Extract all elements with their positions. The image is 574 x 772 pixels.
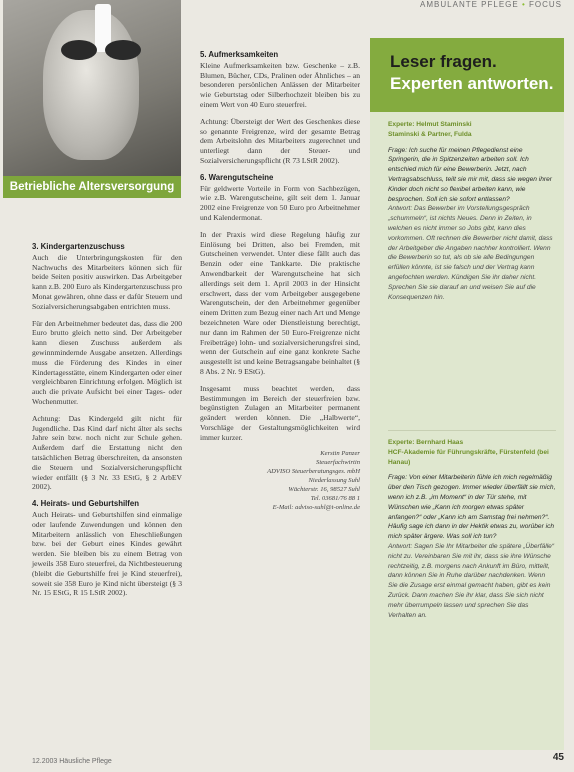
section-3-paragraph-1: Auch die Unterbringungskosten für den Nachwuchs des Mitarbeiters können sich für beide Seiten positiv auswirken. Das Arbeitgeber kann z.B. 200 Euro als Kindergartenzuschuss pro Monat gewähren, ohne dass er dafür Steuern und Sozialversicherungsabgaben entrichten muss.	[32, 252, 183, 311]
section-header	[420, 0, 562, 9]
photo-face	[43, 10, 139, 160]
qa-sidebar	[370, 38, 564, 750]
section-5-title: 5. Aufmerksamkeiten	[200, 50, 279, 59]
section-6-paragraph-3: Insgesamt muss beachtet werden, dass Bestimmungen im Bereich der steuerfreien bzw. begünstigten Zulagen an Mitarbeiter permanent geändert werden können. Die „Halbwerte“, Vorschläge der Gestaltungsmöglichkeiten wird immer kurzer.	[200, 383, 360, 442]
section-3-paragraph-3: Achtung: Das Kindergeld gilt nicht für Jugendliche. Das Kind darf nicht älter als sechs Jahre sein bzw. noch nicht zur Schule gehen. Außerdem darf die Erstattung nicht den tatsächlichen Betrag überschreiten, da ansonsten die Steuern und Sozialversicherungspflicht wieder entfällt (§ 3 Nr. 33 EStG, § 2 ArbEV 2002).	[32, 413, 182, 492]
qa-divider	[388, 430, 556, 431]
answer-2: Antwort: Sagen Sie Ihr Mitarbeiter die spätere „Überfälle“ nicht zu. Vereinbaren Sie mit ihr, dass sie ihre Wünsche rechtzeitig, z.B. morgens nach Ankunft im Büro, mitteilt, dann können Sie in Ruhe darüber nachdenken. Wenn Sie die Zusage erst einmal gemacht haben, gibt es kein Zurück. Dann machen Sie ihr klar, dass Sie sich nicht mehr überrumpeln lassen und sprechen Sie das Verhalten an.	[388, 542, 555, 619]
section-6-title: 6. Warengutscheine	[200, 172, 274, 182]
section-5-paragraph-1: Kleine Aufmerksamkeiten bzw. Geschenke – z.B. Blumen, Bücher, CDs, Pralinen oder Ähnliches – an besonderen persönlichen Anlässen der Mitarbeiter wie Geburtstag oder Silberhochzeit bleiben bis zu einem Wert von 40 Euro steuerfrei.	[200, 60, 360, 109]
author-phone: Tel. 03681/76 88 1	[310, 495, 360, 503]
page-number: 45	[552, 752, 564, 763]
qa-sidebar-header	[370, 38, 564, 112]
author-address-1: Niederlassung Suhl	[308, 477, 360, 485]
expert-1-name: Helmut Staminski	[416, 121, 472, 128]
issue-footer: 12.2003 Häusliche Pflege	[32, 758, 112, 765]
section-4-paragraph-1: Auch Heirats- und Geburtshilfen sind einmalige oder laufende Zuwendungen und können den Mitarbeitern anlässlich von Eheschließungen bzw. bei der Geburt eines Kindes gewährt werden. Sie bleiben bis zu einem Betrag von jeweils 358 Euro steuerfrei, da Nichtbesteuerung (bleibt die Geburtshilfe frei je Kind steuerfrei), soweit sie 358 Euro je Kind nicht übersteigt (§ 3 Nr. 15 EStG, R 15 LStR 2002).	[32, 509, 182, 598]
author-firm: ADVISO Steuerberatungsges. mbH	[267, 468, 360, 476]
author-role: Steuerfachwirtin	[316, 459, 360, 467]
answer-1: Antwort: Das Bewerber im Vorstellungsgespräch „schummeln“, ist nichts Neues. Denn in Zeiten, in welchen es nicht immer so Jobs gibt, kann dies vorkommen. Oft rechnen die Bewerber nicht damit, dass der Arbeitgeber die Angaben nachher kontrolliert. Wenn die Bewerberin so tut, als ob sie alle Bedingungen erfüllen könnte, ist sie falsch und der Vertrag kann angefochten werden. Kündigen Sie ihr daher nicht. Sprechen Sie sie darauf an und weisen Sie auf die Konsequenzen hin.	[388, 205, 553, 301]
expert-2-name: Bernhard Haas	[416, 439, 464, 446]
author-signature	[200, 449, 360, 512]
question-1: Frage: Ich suche für meinen Pflegedienst eine Springerin, die in Spitzenzeiten arbeiten soll. Ich entschied mich für eine Bewerberin. Jetzt, nach Vertragsabschluss, teilt sie mir mit, dass sie wegen ihrer Kinder doch nicht so flexibel arbeiten kann, wie besprochen. Soll ich sie sofort entlassen?	[388, 146, 552, 203]
photo-sunglasses	[61, 40, 151, 62]
section-4-title: 4. Heirats- und Geburtshilfen	[32, 499, 140, 509]
photo-caption-band: Betriebliche Altersversorgung	[3, 176, 181, 198]
section-label: AMBULANTE PFLEGE	[420, 0, 519, 9]
qa-block-1	[388, 120, 556, 302]
section-5-paragraph-2: Achtung: Übersteigt der Wert des Geschenkes diese so genannte Freigrenze, wird der gesamte Betrag dem Arbeitslohn des Mitarbeiters zugerechnet und unterliegt dann der Steuer- und Sozialversicherungspflicht (R 73 LStR 2002).	[200, 116, 360, 165]
article-column-1	[32, 242, 182, 605]
section-3-paragraph-2: Für den Arbeitnehmer bedeutet das, dass die 200 Euro brutto gleich netto sind. Der Arbeitgeber kann diesen Zuschuss außerdem als gewinnmindernde Ausgabe ansetzen. Allerdings muss die Förderung des Kindes in einer Kindertagesstätte, einem Kindergarten oder einer vergleichbaren Einrichtung erfolgen. Möglich ist auch die private Aufsicht bei einer Tages- oder Wochenmutter.	[32, 318, 182, 406]
article-photo	[3, 0, 181, 198]
qa-title-2: Experten antworten.	[390, 74, 554, 93]
question-2: Frage: Von einer Mitarbeiterin fühle ich mich regelmäßig über den Tisch gezogen. Immer wieder überfällt sie mich, wenn ich z.B. „im Moment“ in der Tür stehe, mit Wünschen wie „Kann ich morgen etwas später anfangen?“ oder „Kann ich am Samstag frei nehmen?“. Häufig sage ich dann in der Hektik etwas zu, worüber ich mich später ärgere. Was soll ich tun?	[388, 474, 556, 541]
expert-2-label: Experte: Bernhard Haas	[388, 439, 464, 446]
author-address-2: Wächterstr. 16, 98527 Suhl	[288, 486, 360, 494]
section-focus: FOCUS	[529, 0, 562, 9]
qa-block-2	[388, 438, 556, 620]
expert-1-label: Experte: Helmut Staminski	[388, 121, 472, 128]
author-name: Kerstin Panzer	[320, 450, 360, 458]
author-email: E-Mail: adviso-suhl@t-online.de	[272, 504, 360, 512]
expert-2-firm: HCF-Akademie für Führungskräfte, Fürstenfeld (bei Hanau)	[388, 448, 549, 466]
article-column-2	[200, 50, 360, 512]
expert-1-firm: Staminski & Partner, Fulda	[388, 130, 472, 138]
separator-dot: •	[521, 0, 529, 9]
section-3-title: 3. Kindergartenzuschuss	[32, 242, 125, 251]
section-6-paragraph-2: In der Praxis wird diese Regelung häufig zur Einlösung bei Dritten, also bei Fremden, mit Gutscheinen verwendet. Unter diese fällt auch das Benzin oder eine Tankkarte. Die praktische Anwendbarkeit der Warengutscheine hat sich allerdings seit dem 1. April 2003 in der Hinsicht erschwert, dass der vom Arbeitgeber ausgegebene Warengutschein, der den Arbeitnehmer gegenüber einem Dritten zum Bezug einer nach Art und Menge bezeichneten Ware oder Dienstleistung berechtigt, nur dann im Rahmen der 50 Euro-Freigrenze nicht Freibeträge) lohn- und sozialversicherungsfrei sind, wenn der Gutschein auf eine ganz konkrete Sache ausgestellt ist und keine Betragsangabe beinhaltet (§ 8 Abs. 2 Nr. 9 EStG).	[200, 229, 360, 376]
section-6-paragraph-1: Für geldwerte Vorteile in Form von Sachbezügen, wie z.B. Warengutscheine, gilt seit dem 1. Januar 2002 eine Freigrenze von 50 Euro pro Arbeitnehmer und Kalendermonat.	[200, 183, 360, 222]
qa-title-1: Leser fragen.	[390, 52, 497, 71]
